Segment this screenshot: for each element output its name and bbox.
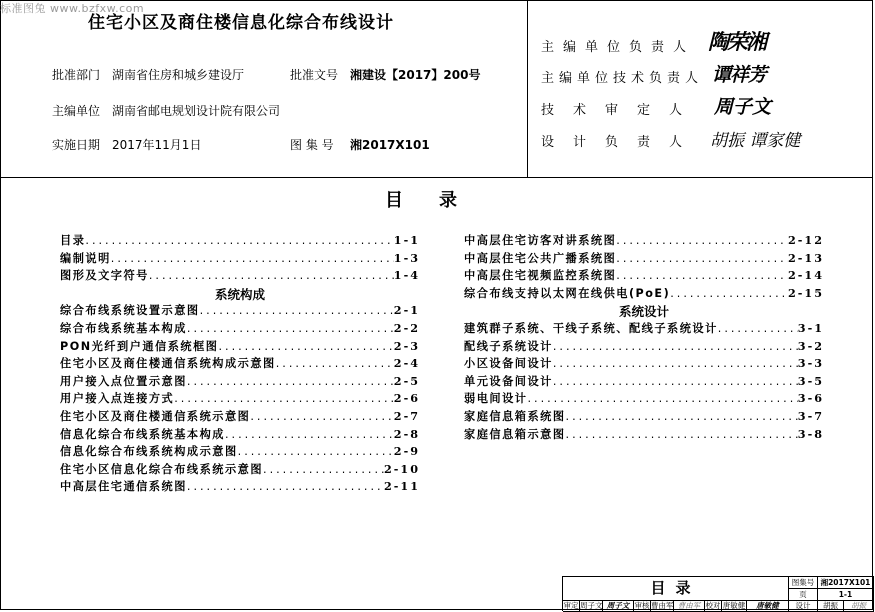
toc-entry-title: 综合布线系统设置示意图 (60, 304, 200, 318)
toc-entry[interactable] (464, 250, 824, 268)
toc-entry[interactable] (464, 267, 824, 285)
tb-proof-label: 校对 (705, 601, 721, 610)
toc-entry[interactable] (464, 355, 824, 373)
impl-date-label: 实施日期 (52, 138, 101, 152)
toc-leader-dots (527, 392, 797, 405)
toc-entry[interactable] (464, 338, 824, 356)
tb-atlas-no-label: 图集号 (789, 577, 818, 589)
toc-entry-page: 3-2 (797, 338, 824, 353)
toc-entry-page: 2-6 (393, 391, 420, 406)
toc-entry-page: 3-1 (797, 320, 824, 335)
toc-entry-page: 2-10 (384, 461, 420, 476)
toc-leader-dots (616, 252, 788, 265)
toc-entry[interactable] (60, 267, 420, 285)
impl-date: 2017年11月1日 (112, 138, 202, 152)
toc-leader-dots (566, 428, 798, 441)
toc-entry-page: 3-5 (797, 373, 824, 388)
toc-entry[interactable] (464, 390, 824, 408)
toc-section-heading: 系统设计 (618, 304, 669, 320)
toc-entry[interactable] (464, 285, 824, 303)
title-block-name: 目录 (563, 577, 789, 601)
toc-entry[interactable] (464, 408, 824, 426)
toc-entry-title: 住宅小区及商住楼通信系统构成示意图 (60, 357, 276, 371)
tb-check-signature: 曹由军 (674, 601, 705, 612)
toc-entry-page: 2-12 (788, 233, 824, 247)
toc-entry-title: 单元设备间设计 (464, 374, 553, 388)
toc-entry-title: 目录 (60, 234, 86, 247)
toc-leader-dots (616, 234, 788, 247)
role-label-chief: 主编单位负责人 (541, 40, 696, 55)
atlas-no: 湘2017X101 (350, 138, 430, 152)
toc-entry-page: 2-8 (393, 426, 420, 441)
toc-entry-title: 综合布线系统基本构成 (60, 321, 187, 335)
tb-review-signature: 周子文 (603, 601, 634, 612)
toc-entry-page: 2-9 (393, 444, 420, 459)
toc-entry-page: 2-15 (788, 285, 824, 300)
tb-check-name: 曹由军 (651, 601, 674, 610)
toc-entry[interactable] (60, 338, 420, 356)
watermark: 标准图兔 www.bzfxw.com (0, 2, 145, 15)
toc-entry-page: 2-2 (393, 320, 420, 335)
toc-leader-dots (566, 410, 798, 423)
tb-review-label: 审定 (563, 601, 579, 610)
toc-entry-page: 1-3 (393, 250, 420, 265)
toc-leader-dots (553, 375, 798, 388)
toc-entry[interactable] (60, 390, 420, 408)
toc-leader-dots (718, 322, 798, 335)
toc-leader-dots (85, 234, 393, 247)
toc-entry-title: 小区设备间设计 (464, 357, 553, 371)
header-divider (527, 1, 528, 177)
title-block (562, 576, 874, 611)
toc-entry[interactable] (60, 250, 420, 268)
toc-entry-page: 3-6 (797, 391, 824, 406)
toc-entry[interactable] (60, 320, 420, 338)
role-label-review: 技术审定人 (541, 103, 702, 118)
signature-chief: 陶荣湘 (708, 29, 765, 54)
toc-leader-dots (218, 340, 393, 353)
toc-entry-title: 中高层住宅公共广播系统图 (464, 251, 617, 265)
toc-leader-dots (238, 445, 394, 458)
toc-entry[interactable] (60, 408, 420, 426)
toc-leader-dots (187, 375, 394, 388)
toc-title: 目录 (385, 190, 493, 211)
tb-proof-name: 唐敏健 (722, 601, 746, 610)
toc-entry-title: 用户接入点位置示意图 (60, 374, 187, 388)
toc-leader-dots (616, 269, 788, 282)
toc-leader-dots (187, 322, 394, 335)
toc-entry[interactable] (464, 320, 824, 338)
toc-leader-dots (263, 463, 384, 476)
tb-design-name: 胡振 (818, 601, 844, 612)
toc-entry-title: 信息化综合布线系统构成示意图 (60, 445, 238, 459)
toc-entry-page: 2-13 (788, 250, 824, 265)
toc-entry-page: 2-7 (393, 408, 420, 423)
toc-entry-page: 3-3 (797, 356, 824, 371)
toc-entry-title: PON光纤到户通信系统框图 (60, 339, 219, 353)
toc-entry[interactable] (60, 426, 420, 444)
toc-left-column (60, 232, 420, 496)
signature-design: 胡振 谭家健 (710, 131, 801, 151)
atlas-title: 住宅小区及商住楼信息化综合布线设计 (88, 13, 394, 33)
role-label-design: 设计负责人 (541, 135, 702, 150)
atlas-no-label: 图 集 号 (290, 138, 334, 152)
toc-leader-dots (111, 252, 394, 265)
toc-entry-title: 图形及文字符号 (60, 269, 149, 283)
toc-entry-title: 用户接入点连接方式 (60, 392, 175, 406)
tb-page-label: 页 (789, 589, 818, 601)
approve-dept-label: 批准部门 (52, 68, 101, 82)
toc-entry[interactable] (60, 355, 420, 373)
toc-entry-title: 综合布线支持以太网在线供电(PoE) (464, 286, 671, 300)
approve-doc-label: 批准文号 (290, 68, 339, 82)
toc-entry[interactable] (60, 443, 420, 461)
toc-entry-page: 2-1 (393, 303, 420, 318)
toc-entry[interactable] (60, 302, 420, 320)
toc-entry-page: 3-8 (797, 426, 824, 441)
toc-leader-dots (670, 287, 788, 300)
header-bottom-rule (1, 177, 873, 178)
toc-entry-title: 中高层住宅访客对讲系统图 (464, 234, 617, 247)
signature-review: 周子文 (714, 96, 772, 118)
toc-entry-title: 家庭信息箱系统图 (464, 409, 566, 423)
toc-entry-title: 住宅小区信息化综合布线系统示意图 (60, 462, 264, 476)
toc-entry[interactable] (464, 426, 824, 444)
tb-design-label: 设计 (789, 601, 818, 612)
approve-doc: 湘建设【2017】200号 (350, 68, 481, 82)
toc-leader-dots (174, 392, 394, 405)
toc-entry-page: 3-7 (797, 408, 824, 423)
toc-entry-page: 1-1 (393, 233, 420, 247)
toc-entry[interactable] (60, 478, 420, 496)
tb-check-label: 审核 (634, 601, 650, 610)
toc-entry-title: 配线子系统设计 (464, 339, 553, 353)
tb-review-name: 周子文 (580, 601, 603, 610)
toc-entry-title: 建筑群子系统、干线子系统、配线子系统设计 (464, 321, 718, 335)
toc-entry[interactable] (60, 461, 420, 479)
toc-leader-dots (149, 269, 394, 282)
toc-leader-dots (553, 340, 798, 353)
toc-entry-title: 编制说明 (60, 251, 111, 265)
toc-entry-title: 中高层住宅通信系统图 (60, 480, 187, 494)
toc-entry-title: 信息化综合布线系统基本构成 (60, 427, 225, 441)
toc-entry[interactable] (464, 232, 824, 250)
toc-leader-dots (276, 357, 394, 370)
tb-proof-signature: 唐敏健 (747, 601, 789, 612)
toc-entry[interactable] (60, 232, 420, 250)
toc-leader-dots (553, 357, 798, 370)
toc-right-column (464, 232, 824, 443)
toc-entry-page: 2-3 (393, 338, 420, 353)
toc-entry-page: 1-4 (393, 268, 420, 283)
toc-leader-dots (225, 428, 394, 441)
toc-entry[interactable] (60, 373, 420, 391)
toc-entry-title: 家庭信息箱示意图 (464, 427, 566, 441)
toc-leader-dots (187, 480, 384, 493)
toc-entry-title: 弱电间设计 (464, 392, 528, 406)
tb-atlas-no: 湘2017X101 (818, 577, 874, 589)
toc-leader-dots (250, 410, 393, 423)
approve-dept: 湖南省住房和城乡建设厅 (112, 68, 245, 82)
role-label-tech: 主编单位技术负责人 (541, 71, 704, 86)
toc-entry-title: 中高层住宅视频监控系统图 (464, 269, 617, 283)
toc-entry-page: 2-14 (788, 268, 824, 283)
toc-entry-title: 住宅小区及商住楼通信系统示意图 (60, 409, 251, 423)
toc-entry-page: 2-5 (393, 373, 420, 388)
tb-design-signature: 胡振 (844, 601, 874, 612)
toc-entry[interactable] (464, 373, 824, 391)
toc-section-heading: 系统构成 (214, 286, 265, 302)
toc-leader-dots (200, 304, 394, 317)
editor-unit: 湖南省邮电规划设计院有限公司 (112, 104, 281, 118)
editor-unit-label: 主编单位 (52, 104, 101, 118)
toc-entry-page: 2-4 (393, 356, 420, 371)
signature-tech: 谭祥芳 (712, 64, 767, 86)
toc-entry-page: 2-11 (384, 479, 420, 494)
tb-page: 1-1 (818, 589, 874, 601)
